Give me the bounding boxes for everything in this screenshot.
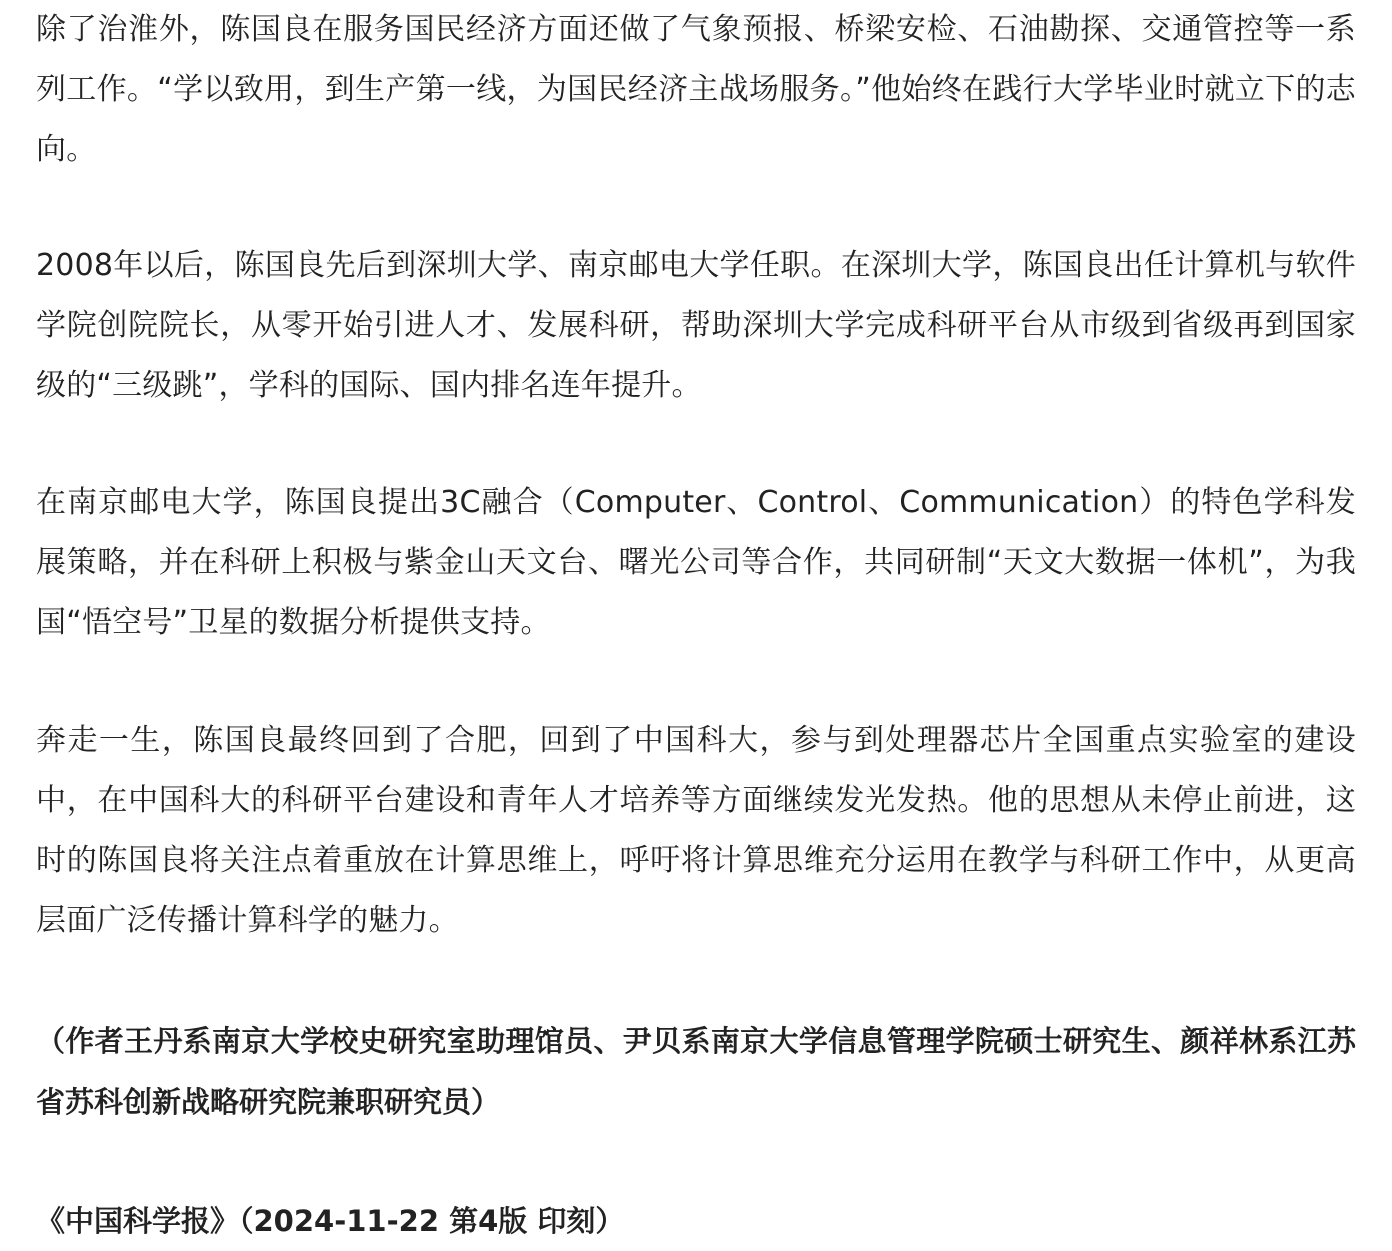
article-paragraph-4: 奔走一生，陈国良最终回到了合肥，回到了中国科大，参与到处理器芯片全国重点实验室的建设中，在中国科大的科研平台建设和青年人才培养等方面继续发光发热。他的思想从未停止前进，这时的陈国良将关注点着重放在计算思维上，呼吁将计算思维充分运用在教学与科研工作中，从更高层面广泛传播计算科学的魅力。: [36, 723, 1356, 938]
publication-source: 《中国科学报》（2024-11-22 第4版 印刻）: [36, 1204, 625, 1238]
article-paragraph-3: 在南京邮电大学，陈国良提出3C融合（Computer、Control、Communication）的特色学科发展策略，并在科研上积极与紫金山天文台、曙光公司等合作，共同研制“天文大数据一体机”，为我国“悟空号”卫星的数据分析提供支持。: [36, 485, 1356, 640]
article-paragraph-1: 除了治淮外，陈国良在服务国民经济方面还做了气象预报、桥梁安检、石油勘探、交通管控等一系列工作。“学以致用，到生产第一线，为国民经济主战场服务。”他始终在践行大学毕业时就立下的志向。: [36, 12, 1356, 167]
article-paragraph-2: 2008年以后，陈国良先后到深圳大学、南京邮电大学任职。在深圳大学，陈国良出任计算机与软件学院创院院长，从零开始引进人才、发展科研，帮助深圳大学完成科研平台从市级到省级再到国家级的“三级跳”，学科的国际、国内排名连年提升。: [36, 248, 1356, 403]
author-credits: （作者王丹系南京大学校史研究室助理馆员、尹贝系南京大学信息管理学院硕士研究生、颜祥林系江苏省苏科创新战略研究院兼职研究员）: [36, 1024, 1356, 1119]
